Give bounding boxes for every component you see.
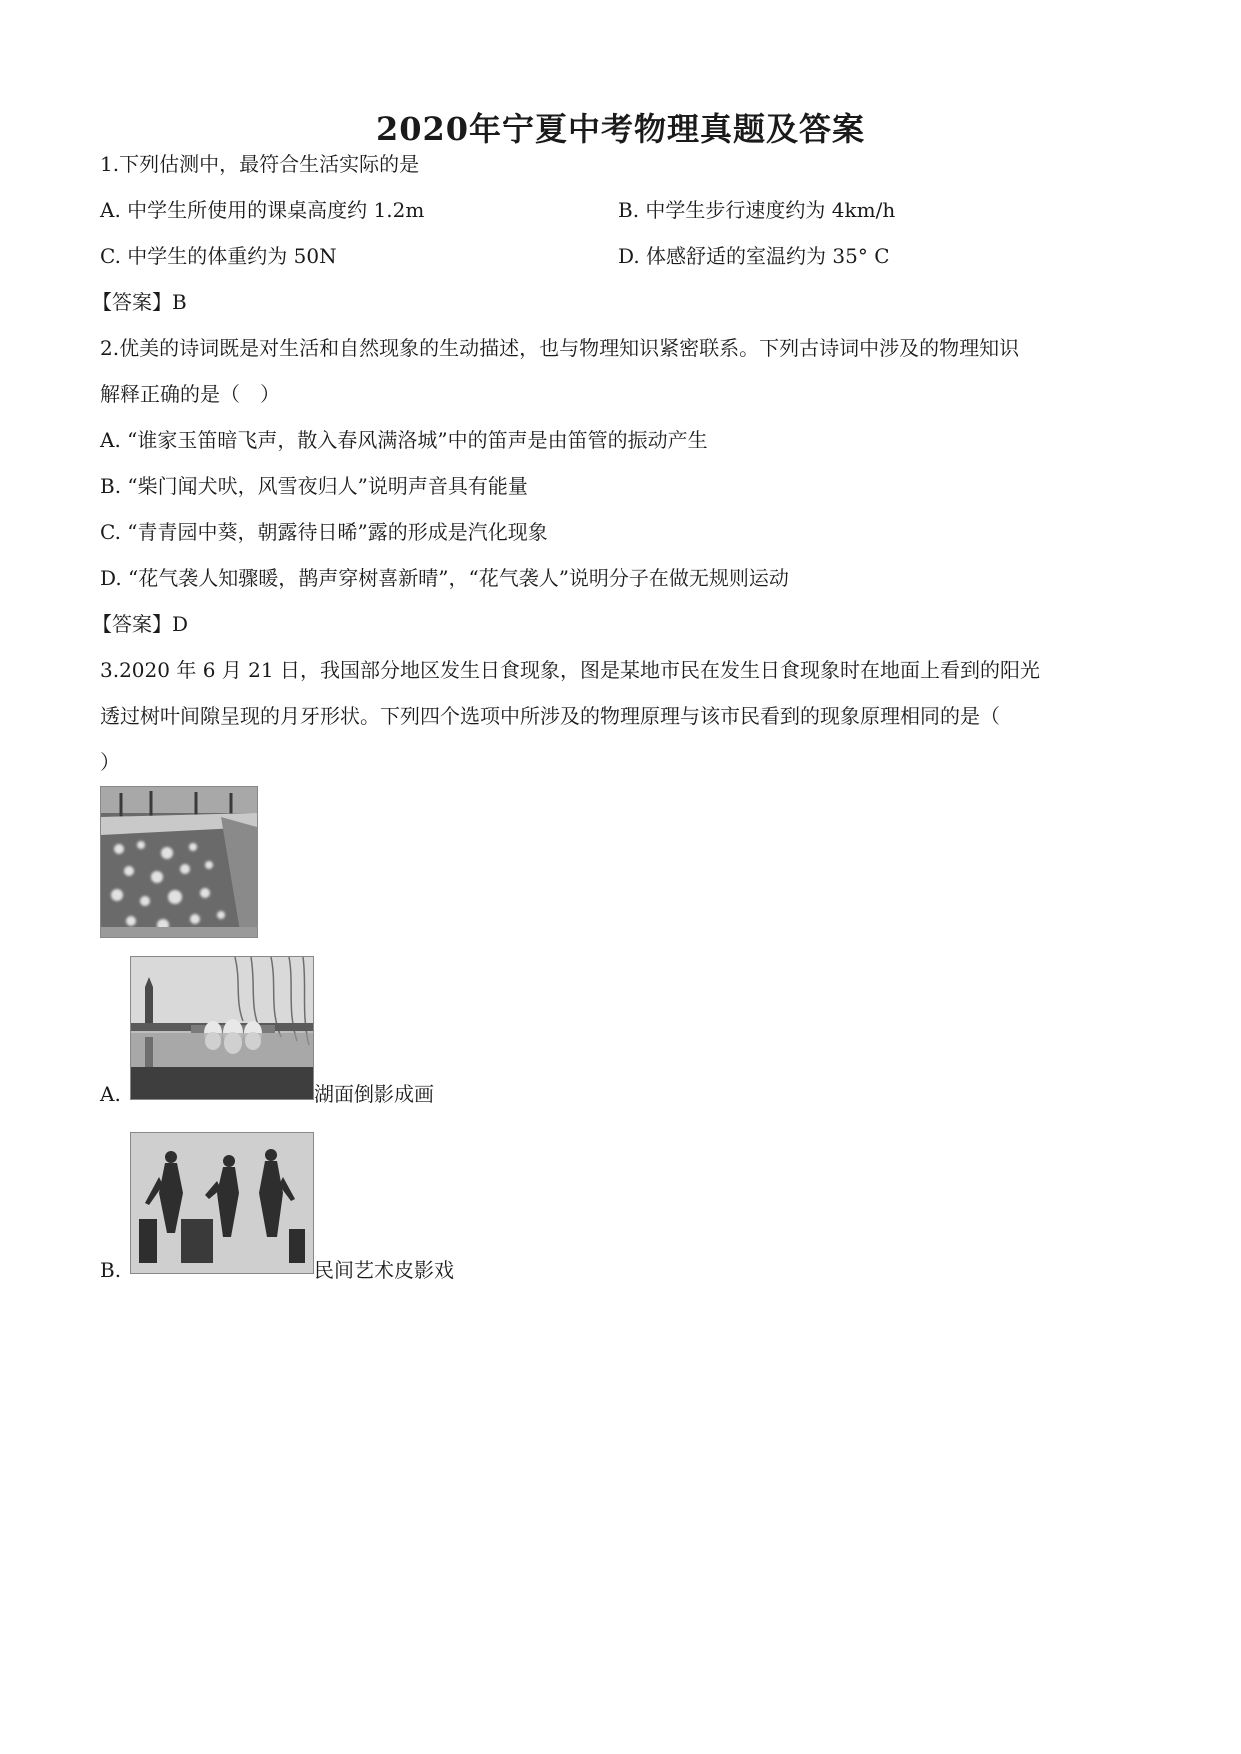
- q2-option-a: A. “谁家玉笛暗飞声，散入春风满洛城”中的笛声是由笛管的振动产生: [100, 428, 708, 452]
- q3-option-a-caption: 湖面倒影成画: [314, 1082, 434, 1106]
- q2-option-d: D. “花气袭人知骤暖，鹊声穿树喜新晴”，“花气袭人”说明分子在做无规则运动: [100, 566, 789, 590]
- q3-stem-line2: 透过树叶间隙呈现的月牙形状。下列四个选项中所涉及的物理原理与该市民看到的现象原理相同的是（: [100, 704, 1000, 728]
- q1-option-c: C. 中学生的体重约为 50N: [100, 244, 337, 268]
- q2-option-b: B. “柴门闻犬吠，风雪夜归人”说明声音具有能量: [100, 474, 528, 498]
- q1-option-b: B. 中学生步行速度约为 4km/h: [618, 198, 896, 222]
- q3-stem-line3: ）: [100, 750, 120, 774]
- q3-stem-line1: 3.2020 年 6 月 21 日，我国部分地区发生日食现象，图是某地市民在发生日食现象时在地面上看到的阳光: [100, 658, 1040, 682]
- q2-stem-line1: 2.优美的诗词既是对生活和自然现象的生动描述，也与物理知识紧密联系。下列古诗词中涉及的物理知识: [100, 336, 1020, 360]
- shadow-puppet-photo: [130, 1132, 314, 1274]
- q3-option-a-letter: A.: [100, 1082, 121, 1106]
- lake-reflection-photo: [130, 956, 314, 1100]
- q3-option-b-caption: 民间艺术皮影戏: [314, 1258, 454, 1282]
- q2-answer: 【答案】D: [92, 612, 189, 636]
- q2-stem-line2: 解释正确的是（ ）: [100, 382, 280, 406]
- q1-answer: 【答案】B: [92, 290, 187, 314]
- q1-option-a: A. 中学生所使用的课桌高度约 1.2m: [100, 198, 425, 222]
- q1-stem: 1.下列估测中，最符合生活实际的是: [100, 152, 420, 176]
- q1-option-d: D. 体感舒适的室温约为 35° C: [618, 244, 890, 268]
- page-title: 2020年宁夏中考物理真题及答案: [375, 110, 866, 148]
- figure-crescent-light-photo: [100, 786, 258, 938]
- q3-option-b-letter: B.: [100, 1258, 122, 1282]
- q2-option-c: C. “青青园中葵，朝露待日晞”露的形成是汽化现象: [100, 520, 548, 544]
